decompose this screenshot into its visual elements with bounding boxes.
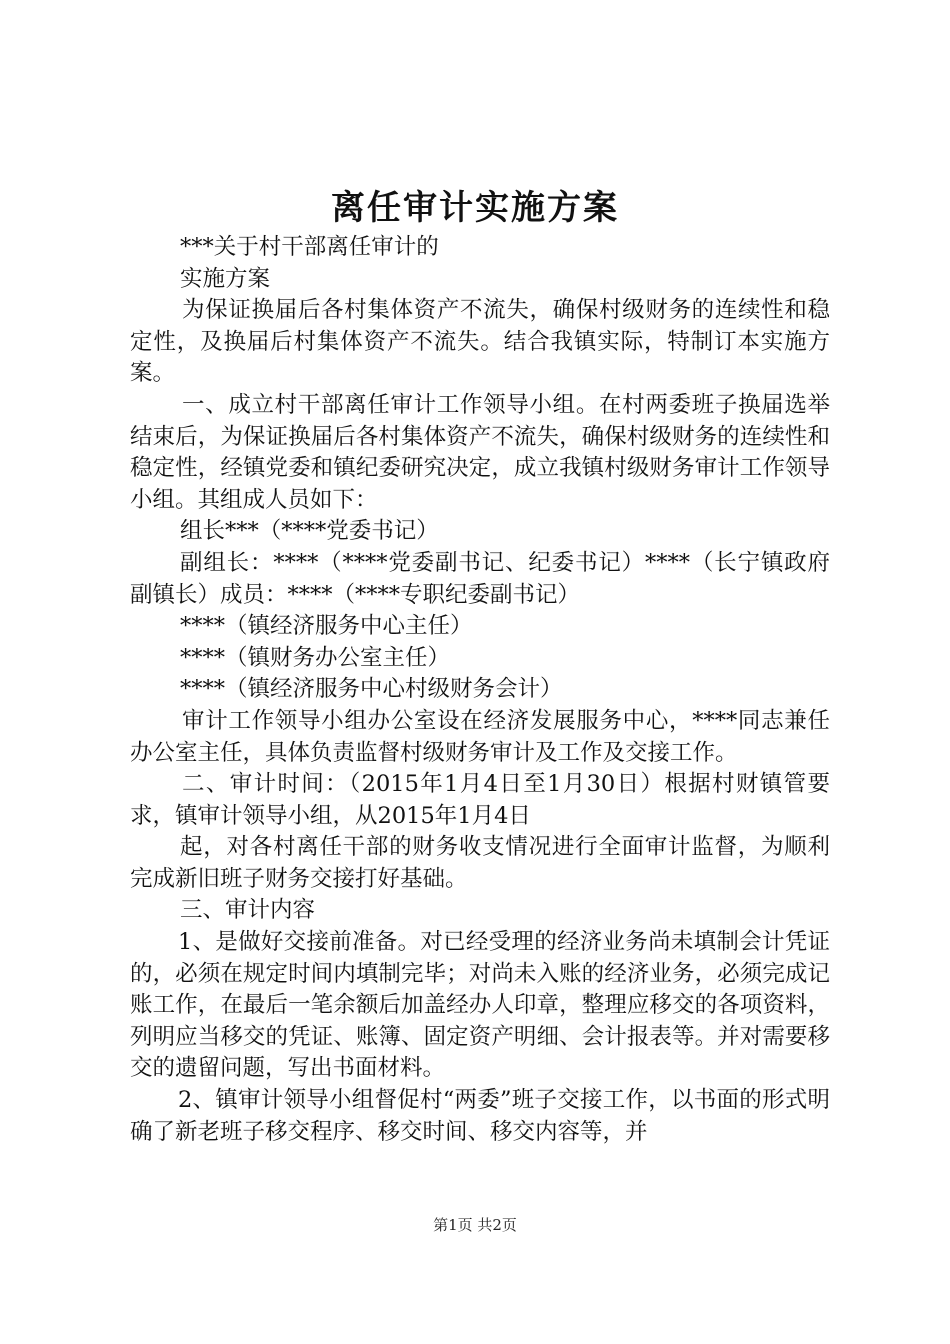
paragraph-leader: 组长***（****党委书记）: [180, 518, 439, 545]
paragraph-section-2: 二、审计时间：（2015年1月4日至1月30日）根据村财镇管要求，镇审计领导小组，从2015年1月4日: [130, 771, 830, 829]
document-body: [130, 232, 830, 1148]
paragraph-section-3: 三、审计内容: [180, 897, 316, 924]
paragraph-heading-2: 实施方案: [180, 265, 271, 292]
page-footer: 第1页 共2页: [433, 1216, 517, 1234]
paragraph-member-1: ****（镇经济服务中心主任）: [180, 613, 473, 640]
paragraph-member-3: ****（镇经济服务中心村级财务会计）: [180, 676, 563, 703]
paragraph-item-1: 1、是做好交接前准备。对已经受理的经济业务尚未填制会计凭证的，必须在规定时间内填制完毕；对尚未入账的经济业务，必须完成记账工作，在最后一笔余额后加盖经办人印章，整理应移交的各项资料，列明应当移交的凭证、账簿、固定资产明细、会计报表等。并对需要移交的遗留问题，写出书面材料。: [130, 929, 830, 1082]
paragraph-item-2: 2、镇审计领导小组督促村“两委”班子交接工作，以书面的形式明确了新老班子移交程序、移交时间、移交内容等，并: [130, 1087, 830, 1145]
paragraph-office: 审计工作领导小组办公室设在经济发展服务中心，****同志兼任办公室主任，具体负责监督村级财务审计及工作及交接工作。: [130, 707, 830, 766]
paragraph-section-2-cont: 起，对各村离任干部的财务收支情况进行全面审计监督，为顺利完成新旧班子财务交接打好基础。: [130, 834, 830, 892]
paragraph-section-1: 一、成立村干部离任审计工作领导小组。在村两委班子换届选举结束后，为保证换届后各村集体资产不流失，确保村级财务的连续性和稳定性，经镇党委和镇纪委研究决定，成立我镇村级财务审计工作领导小组。其组成人员如下：: [130, 391, 830, 513]
paragraph-deputy: 副组长：****（****党委副书记、纪委书记）****（长宁镇政府副镇长）成员：****（****专职纪委副书记）: [130, 549, 830, 608]
document-title: 离任审计实施方案: [331, 188, 619, 228]
paragraph-intro: 为保证换届后各村集体资产不流失，确保村级财务的连续性和稳定性，及换届后村集体资产不流失。结合我镇实际，特制订本实施方案。: [130, 297, 830, 387]
paragraph-heading-1: ***关于村干部离任审计的: [180, 234, 439, 260]
paragraph-member-2: ****（镇财务办公室主任）: [180, 644, 451, 671]
